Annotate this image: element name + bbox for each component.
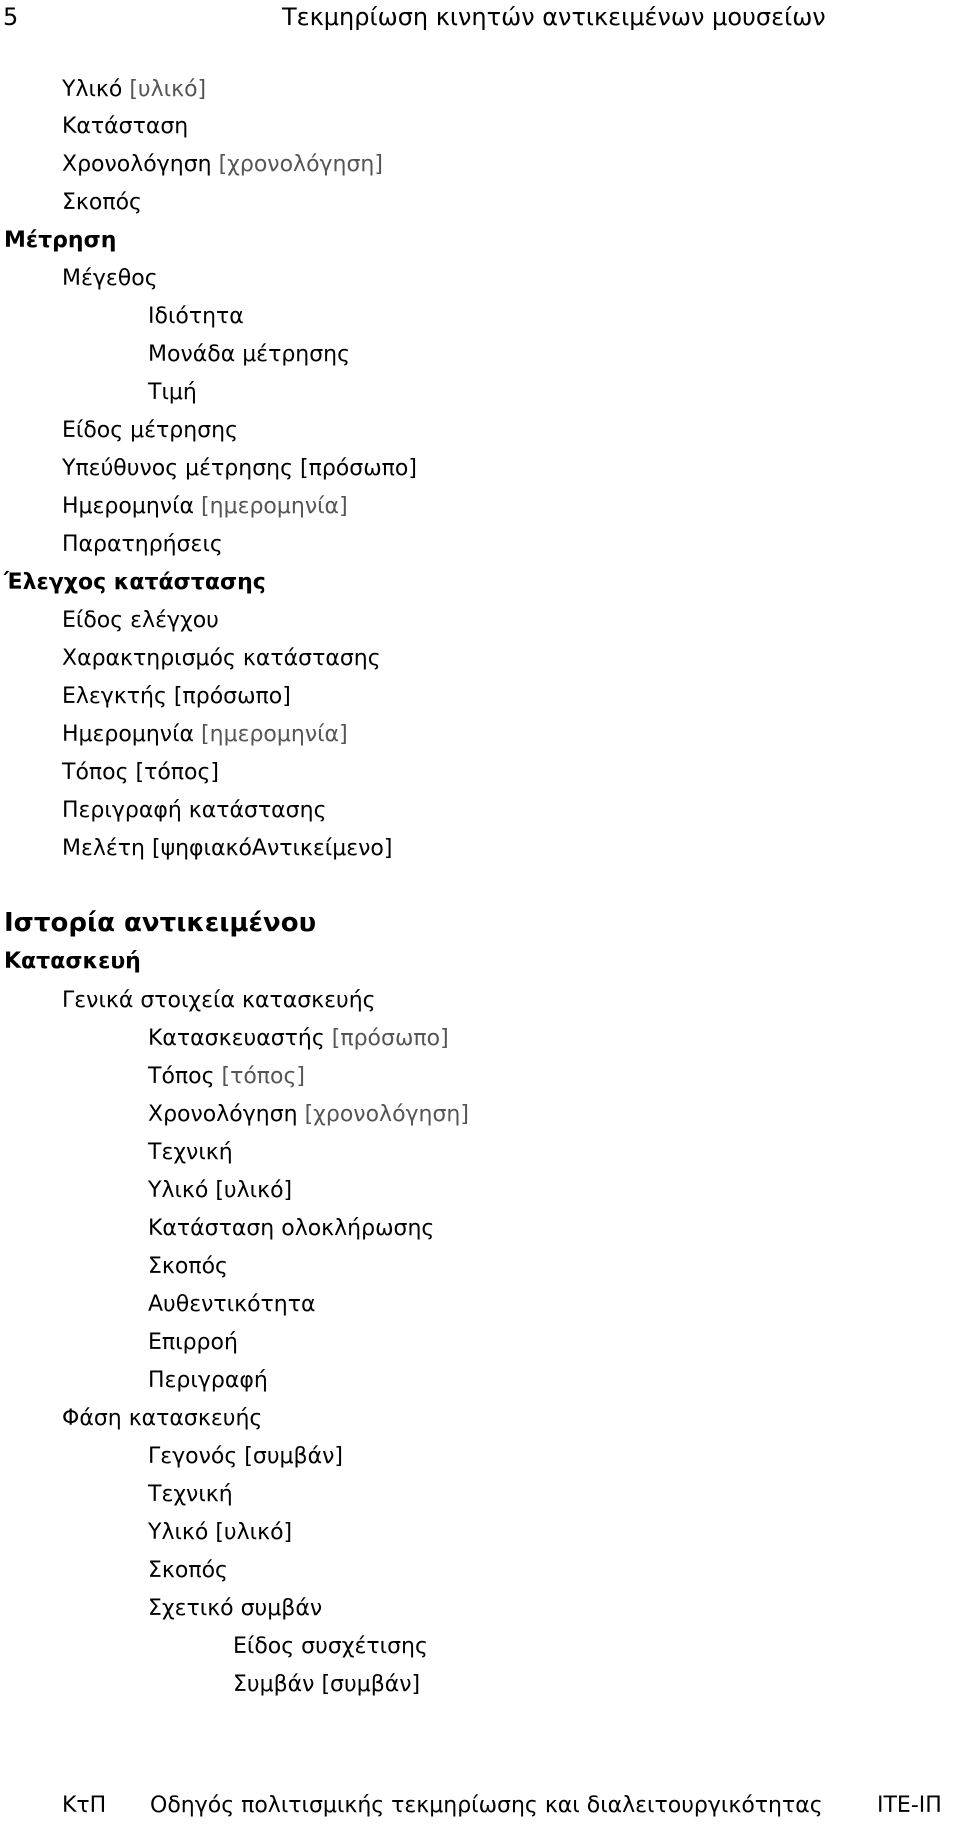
outline-item bbox=[62, 798, 326, 824]
outline-item-label: Χρονολόγηση bbox=[62, 152, 212, 177]
outline-item bbox=[62, 152, 383, 178]
outline-item-label: Μελέτη bbox=[62, 836, 145, 861]
outline-item-label: Κατάσταση ολοκλήρωσης bbox=[148, 1216, 435, 1241]
outline-item bbox=[62, 77, 206, 103]
outline-item bbox=[62, 646, 381, 672]
outline-item-reference: [χρονολόγηση] bbox=[304, 1102, 469, 1127]
outline-item bbox=[148, 1140, 233, 1166]
outline-item-label: Ιστορία αντικειμένου bbox=[4, 908, 317, 938]
outline-item-label: Μέτρηση bbox=[4, 228, 117, 253]
outline-item-label: Ημερομηνία bbox=[62, 722, 195, 747]
outline-item-label: Κατασκευή bbox=[4, 949, 141, 974]
outline-item-label: Σκοπός bbox=[148, 1254, 228, 1279]
outline-item-reference: [υλικό] bbox=[215, 1520, 293, 1545]
outline-item bbox=[62, 722, 348, 748]
outline-item bbox=[62, 494, 348, 520]
outline-item-label: Χαρακτηρισμός κατάστασης bbox=[62, 646, 381, 671]
outline-item-label: Τόπος bbox=[148, 1064, 215, 1089]
outline-item-label: Σκοπός bbox=[62, 190, 142, 215]
outline-item bbox=[148, 1216, 434, 1242]
outline-item bbox=[62, 114, 188, 140]
outline-item-reference: [χρονολόγηση] bbox=[218, 152, 383, 177]
outline-item bbox=[62, 608, 219, 634]
outline-item-label: Περιγραφή κατάστασης bbox=[62, 798, 327, 823]
outline-item-label: Ιδιότητα bbox=[148, 304, 244, 329]
outline-item-label: Χρονολόγηση bbox=[148, 1102, 298, 1127]
outline-item bbox=[233, 1634, 428, 1660]
outline-item bbox=[148, 1482, 233, 1508]
outline-item bbox=[148, 1254, 228, 1280]
outline-item-label: Υλικό bbox=[62, 77, 123, 102]
footer-left: ΚτΠ bbox=[62, 1793, 107, 1818]
footer-center: Οδηγός πολιτισμικής τεκμηρίωσης και διαλειτουργικότητας bbox=[150, 1793, 823, 1818]
outline-item-reference: [ψηφιακόΑντικείμενο] bbox=[151, 836, 393, 861]
outline-item-label: Μονάδα μέτρησης bbox=[148, 342, 351, 367]
outline-item-reference: [πρόσωπο] bbox=[300, 456, 417, 481]
outline-item-reference: [υλικό] bbox=[129, 77, 207, 102]
outline-item bbox=[148, 1292, 315, 1318]
outline-item-label: Γενικά στοιχεία κατασκευής bbox=[62, 988, 376, 1013]
outline-item-reference: [ημερομηνία] bbox=[201, 494, 348, 519]
outline-item-label: Κατασκευαστής bbox=[148, 1026, 325, 1051]
outline-item-label: Φάση κατασκευής bbox=[62, 1406, 263, 1431]
outline-item-label: Επιρροή bbox=[148, 1330, 238, 1355]
outline-item bbox=[148, 1444, 343, 1470]
outline-item-label: Είδος ελέγχου bbox=[62, 608, 219, 633]
outline-item bbox=[62, 684, 291, 710]
outline-item-label: Τιμή bbox=[148, 380, 197, 405]
outline-item-label: Παρατηρήσεις bbox=[62, 532, 223, 557]
page-header-title: Τεκμηρίωση κινητών αντικειμένων μουσείων bbox=[282, 3, 826, 31]
outline-item-label: Τεχνική bbox=[148, 1140, 233, 1165]
outline-item-label: Ημερομηνία bbox=[62, 494, 195, 519]
outline-item bbox=[62, 836, 392, 862]
outline-item-reference: [πρόσωπο] bbox=[173, 684, 291, 709]
outline-item-reference: [τόπος] bbox=[135, 760, 220, 785]
outline-item-label: Έλεγχος κατάστασης bbox=[4, 570, 266, 595]
outline-item bbox=[148, 1064, 305, 1090]
outline-item bbox=[148, 1102, 469, 1128]
outline-item bbox=[62, 988, 376, 1014]
outline-item-label: Υπεύθυνος μέτρησης bbox=[62, 456, 293, 481]
outline-item bbox=[148, 1178, 292, 1204]
outline-item bbox=[148, 380, 197, 406]
outline-item bbox=[148, 1520, 292, 1546]
outline-item bbox=[4, 570, 266, 596]
outline-item bbox=[148, 1558, 228, 1584]
outline-item-label: Είδος μέτρησης bbox=[62, 418, 239, 443]
outline-item bbox=[62, 532, 223, 558]
outline-item bbox=[233, 1672, 420, 1698]
outline-item-label: Σκοπός bbox=[148, 1558, 228, 1583]
outline-item-label: Κατάσταση bbox=[62, 114, 189, 139]
outline-item-reference: [τόπος] bbox=[221, 1064, 306, 1089]
outline-item-label: Τεχνική bbox=[148, 1482, 233, 1507]
outline-item-reference: [ημερομηνία] bbox=[201, 722, 348, 747]
outline-item-label: Συμβάν bbox=[233, 1672, 315, 1697]
outline-item bbox=[62, 266, 158, 292]
outline-item-label: Γεγονός bbox=[148, 1444, 238, 1469]
outline-item-label: Περιγραφή bbox=[148, 1368, 268, 1393]
outline-item bbox=[62, 1406, 262, 1432]
outline-item-label: Υλικό bbox=[148, 1520, 209, 1545]
outline-item bbox=[4, 228, 116, 254]
outline-item bbox=[148, 1596, 322, 1622]
outline-item bbox=[148, 1368, 268, 1394]
outline-item-label: Μέγεθος bbox=[62, 266, 158, 291]
outline-item-label: Τόπος bbox=[62, 760, 129, 785]
outline-item bbox=[148, 342, 350, 368]
outline-item-reference: [συμβάν] bbox=[244, 1444, 343, 1469]
footer-right: ΙΤΕ-ΙΠ bbox=[877, 1793, 942, 1818]
outline-item-label: Ελεγκτής bbox=[62, 684, 167, 709]
outline-item bbox=[148, 1026, 449, 1052]
outline-item-label: Είδος συσχέτισης bbox=[233, 1634, 428, 1659]
outline-item bbox=[148, 304, 244, 330]
page-number: 5 bbox=[3, 3, 19, 31]
outline-item-reference: [συμβάν] bbox=[321, 1672, 421, 1697]
outline-item bbox=[62, 456, 417, 482]
outline-item bbox=[62, 760, 219, 786]
outline-item bbox=[4, 949, 141, 975]
outline-item bbox=[62, 190, 142, 216]
outline-item bbox=[4, 908, 316, 939]
outline-item-label: Αυθεντικότητα bbox=[148, 1292, 316, 1317]
outline-item-reference: [υλικό] bbox=[215, 1178, 293, 1203]
outline-item-reference: [πρόσωπο] bbox=[331, 1026, 449, 1051]
outline-item-label: Υλικό bbox=[148, 1178, 209, 1203]
outline-item-label: Σχετικό συμβάν bbox=[148, 1596, 323, 1621]
outline-item bbox=[148, 1330, 238, 1356]
outline-item bbox=[62, 418, 238, 444]
